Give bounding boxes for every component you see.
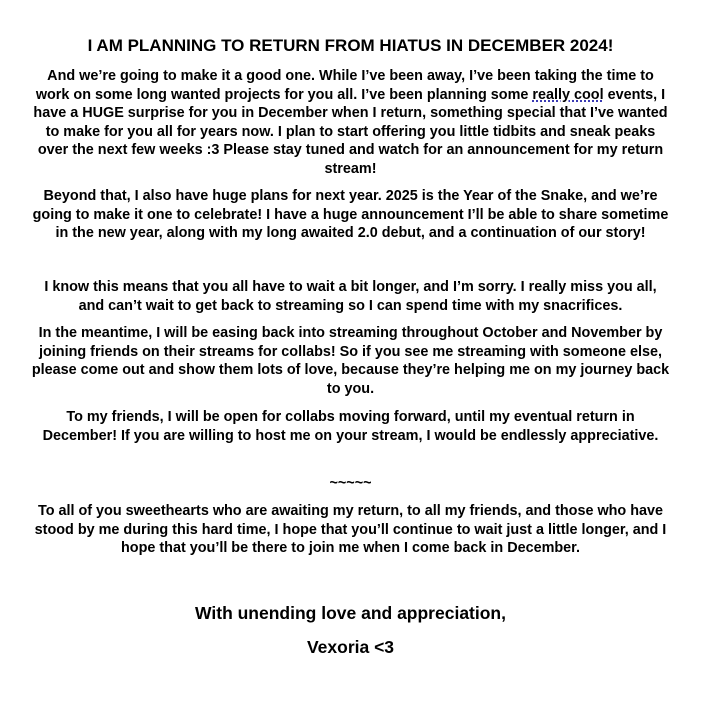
paragraph-text: events, I have a HUGE surprise for you in December when I return, something special that I’ve wanted to make for you all for years now. I plan to start offering you little tidbits and sneak peaks over the next few weeks :3 Please stay tuned and watch for an announcement for my return stream! [33,86,668,177]
spellcheck-highlighted-text: really cool [532,86,604,103]
paragraph-next-year: Beyond that, I also have huge plans for next year. 2025 is the Year of the Snake, and we’re going to make it one to celebrate! I have a huge announcement I’ll be able to share sometime in the new year, along with my long awaited 2.0 debut, and a continuation of our story! [32,188,669,241]
closing-line: With unending love and appreciation, [195,603,506,623]
paragraph-collabs: In the meantime, I will be easing back into streaming throughout October and November by joining friends on their streams for collabs! So if you see me streaming with someone else, please come out and show them lots of love, because they’re helping me on my journey back to you. [31,325,670,397]
paragraph-friends: To my friends, I will be open for collabs moving forward, until my eventual return in December! If you are willing to host me on your stream, I would be endlessly appreciative. [42,409,659,444]
signature: Vexoria <3 [306,637,395,657]
paragraph-sweethearts: To all of you sweethearts who are awaiting my return, to all my friends, and those who have stood by me during this hard time, I hope that you’ll continue to wait just a little longer, and I hope that you’ll be there to join me when I come back in December. [34,503,667,556]
page-title: I AM PLANNING TO RETURN FROM HIATUS IN DECEMBER 2024! [87,36,614,55]
paragraph-text: And we’re going to make it a good one. While I’ve been away, I’ve been taking the time to work on some long wanted projects for you all. I’ve been planning some [35,68,654,103]
divider: ~~~~~ [329,475,372,491]
paragraph-apology: I know this means that you all have to wait a bit longer, and I’m sorry. I really miss you all, and can’t wait to get back to streaming so I can spend time with my snacrifices. [44,279,657,314]
paragraph-return-plans [30,67,671,178]
